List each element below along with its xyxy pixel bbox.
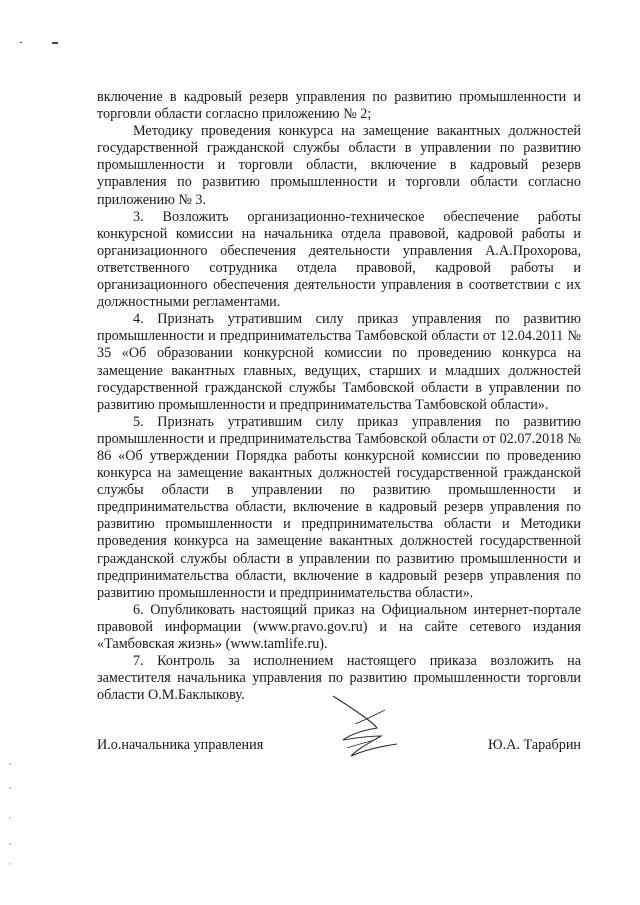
paragraph: Методику проведения конкурса на замещение вакантных должностей государственной гражданской службы области в управлении по развитию промышленности и торговли области, включение в кадровый резерв управления по развитию промышленности и торговли области согласно приложению № 3.	[97, 123, 581, 208]
scan-edge-dots	[8, 760, 14, 870]
scan-mark	[20, 42, 22, 43]
paragraph: 3. Возложить организационно-техническое обеспечение работы конкурсной комиссии на начальника отдела правовой, кадровой работы и организационного обеспечения деятельности управления А.А.Прохорова, ответственного сотрудника отдела правовой, кадровой работы и организационного обеспечения деятельности управления в соответствии с их должностными регламентами.	[97, 208, 581, 311]
signer-title: И.о.начальника управления	[97, 737, 264, 753]
paragraph: 4. Признать утратившим силу приказ управления по развитию промышленности и предпринимательства Тамбовской области от 12.04.2011 № 35 «Об образовании конкурсной комиссии по проведению конкурса на замещение вакантных главных, ведущих, старших и младших должностей государственной гражданской службы Тамбовской области в управлении по развитию промышленности и предпринимательства Тамбовской области».	[97, 311, 581, 413]
paragraph: включение в кадровый резерв управления по развитию промышленности и торговли области согласно приложению № 2;	[97, 89, 581, 123]
document-body	[97, 89, 581, 704]
signature-block	[97, 737, 581, 757]
paragraph: 7. Контроль за исполнением настоящего приказа возложить на заместителя начальника управления по развитию промышленности торговли области О.М.Баклыкову.	[97, 653, 581, 704]
signer-name: Ю.А. Тарабрин	[488, 737, 581, 753]
scan-mark	[52, 42, 58, 44]
paragraph: 6. Опубликовать настоящий приказ на Официальном интернет-портале правовой информации (www.pravo.gov.ru) и на сайте сетевого издания «Тамбовская жизнь» (www.tamlife.ru).	[97, 601, 581, 652]
paragraph: 5. Признать утратившим силу приказ управления по развитию промышленности и предпринимательства Тамбовской области от 02.07.2018 № 86 «Об утверждении Порядка работы конкурсной комиссии по проведению конкурса на замещение вакантных должностей государственной гражданской службы области в управлении по развитию промышленности и предпринимательства области, включение в кадровый резерв управления по развитию промышленности и предпринимательства области и Методики проведения конкурса на замещение вакантных должностей государственной гражданской службы области в управлении по развитию промышленности и предпринимательства области, включение в кадровый резерв управления по развитию промышленности и предпринимательства области».	[97, 413, 581, 601]
